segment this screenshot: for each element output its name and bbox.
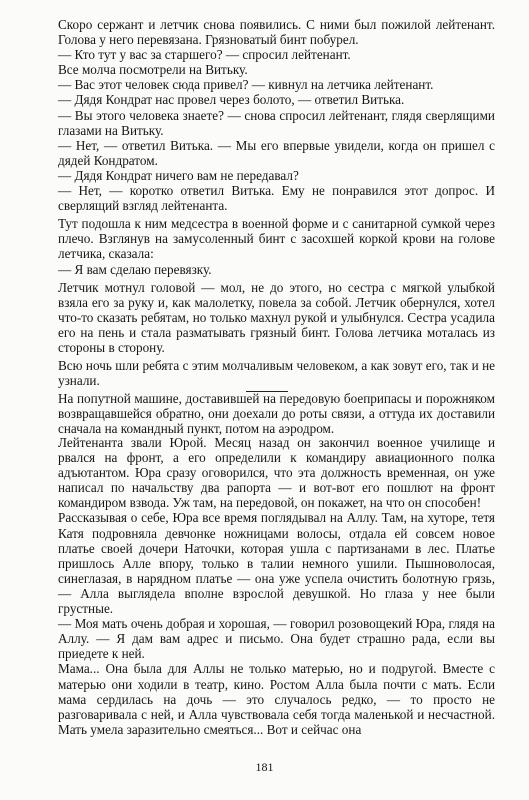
- paragraph: — Вы этого человека знаете? — снова спросил лейтенант, глядя сверлящими глазами на Витьку.: [58, 107, 495, 138]
- paragraph: На попутной машине, доставившей на передовую боеприпасы и порожняком возвращавшейся обратно, они доехали до роты связи, а оттуда их доставили сначала на командный пункт, потом на аэродром.: [58, 391, 495, 437]
- page-number: 181: [255, 760, 274, 774]
- paragraph: Рассказывая о себе, Юра все время поглядывал на Аллу. Там, на хуторе, тетя Катя подровняла девчонке ножницами волосы, отдала ей совсем новое платье своей дочери Наточки, которая ушла с партизанами в лес. Платье пришлось Алле впору, только в талии немного ушили. Пышноволосая, синеглазая, в нарядном платье — она уже успела очистить болотную грязь, — Алла выглядела вполне взрослой девушкой. Но глаза у нее были грустные.: [58, 510, 495, 617]
- paragraph: Всю ночь шли ребята с этим молчаливым человеком, а как зовут его, так и не узнали.: [58, 358, 495, 389]
- paragraph: — Моя мать очень добрая и хорошая, — говорил розовощекий Юра, глядя на Аллу. — Я дам вам адрес и письмо. Она будет страшно рада, если вы приедете к ней.: [58, 616, 495, 662]
- paragraph: — Нет, — ответил Витька. — Мы его впервые увидели, когда он пришел с дядей Кондратом.: [58, 137, 495, 168]
- paragraph: — Дядя Кондрат нас провел через болото, — ответил Витька.: [58, 92, 405, 108]
- section-divider: [246, 391, 288, 392]
- paragraph: Тут подошла к ним медсестра в военной форме и с санитарной сумкой через плечо. Взглянув на замусоленный бинт с засохшей коркой крови на голове летчика, сказала:: [58, 216, 495, 262]
- text-block-bottom: [58, 435, 495, 737]
- paragraph: Летчик мотнул головой — мол, не до этого, но сестра с мягкой улыбкой взяла его за руку и, как малолетку, повела за собой. Летчик обернулся, хотел что-то сказать ребятам, но только махнул рукой и улыбнулся. Сестра усадила его на пень и стала разматывать грязный бинт. Голова летчика моталась из стороны в сторону.: [58, 279, 495, 355]
- paragraph: Скоро сержант и летчик снова появились. С ними был пожилой лейтенант. Голова у него перевязана. Грязноватый бинт побурел.: [58, 17, 495, 48]
- paragraph: — Вас этот человек сюда привел? — кивнул на летчика лейтенант.: [58, 77, 434, 93]
- paragraph: Лейтенанта звали Юрой. Месяц назад он закончил военное училище и рвался на фронт, а его определили к командиру авиационного полка адъютантом. Юра сразу оговорился, что эта должность временная, он уже написал по начальству два рапорта — и вот-вот его пошлют на фронт командиром взвода. Уж там, на передовой, он покажет, на что он способен!: [58, 435, 495, 511]
- text-block-top: [58, 17, 495, 437]
- paragraph: — Нет, — коротко ответил Витька. Ему не понравился этот допрос. И сверлящий взгляд лейтенанта.: [58, 183, 495, 214]
- paragraph: — Я вам сделаю перевязку.: [58, 261, 212, 277]
- paragraph: Мама... Она была для Аллы не только матерью, но и подругой. Вместе с матерью они ходили в театр, кино. Ростом Алла была почти с мать. Если мама сердилась на дочь — это случалось редко, — то просто не разговаривала с ней, и Алла чувствовала себя тогда маленькой и несчастной. Мать умела заразительно смеяться... Вот и сейчас она: [58, 661, 495, 737]
- paragraph: — Кто тут у вас за старшего? — спросил лейтенант.: [58, 47, 351, 63]
- paragraph: Все молча посмотрели на Витьку.: [58, 62, 248, 78]
- paragraph: — Дядя Кондрат ничего вам не передавал?: [58, 167, 299, 183]
